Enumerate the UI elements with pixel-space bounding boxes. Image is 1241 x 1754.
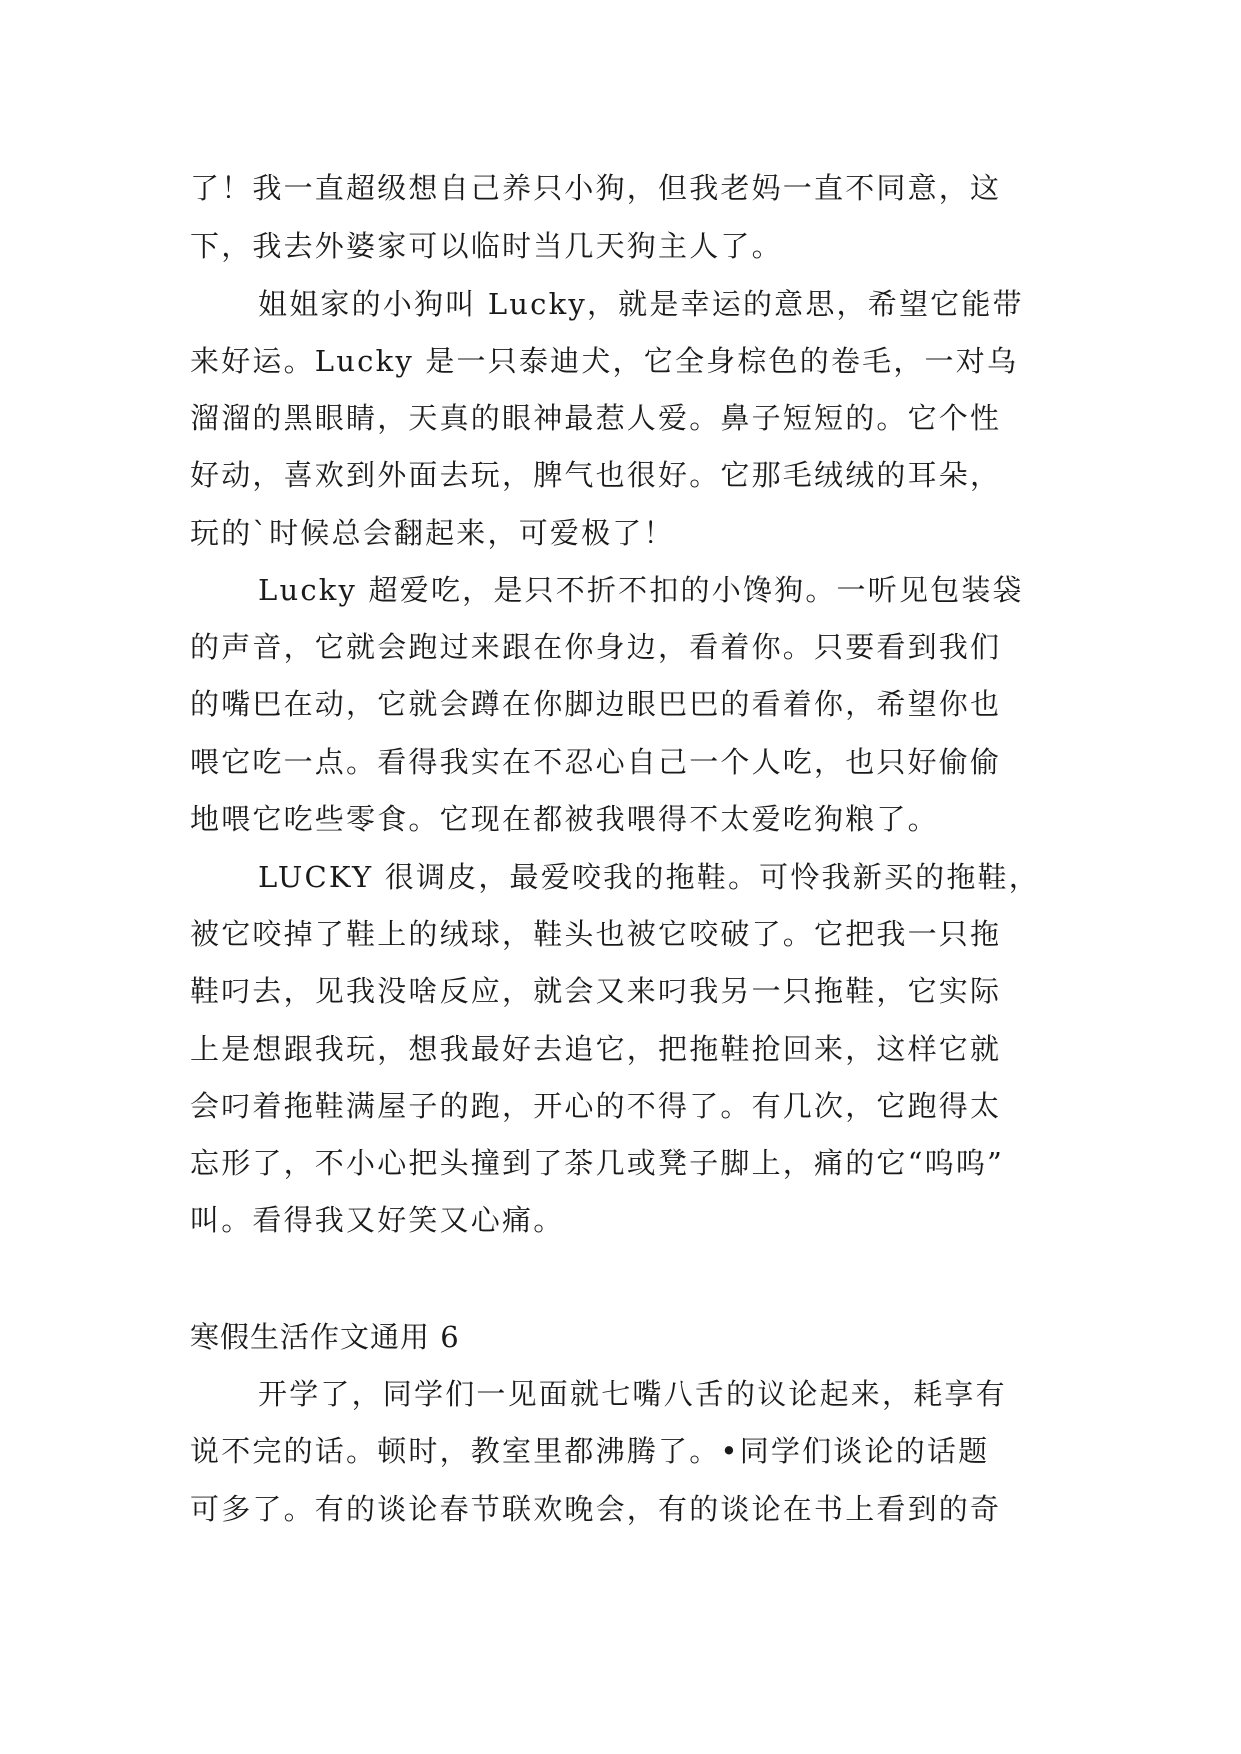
paragraph-line: 的声音，它就会跑过来跟在你身边，看着你。只要看到我们 [190,630,1002,664]
paragraph-line: 会叼着拖鞋满屋子的跑，开心的不得了。有几次，它跑得太 [190,1089,1002,1123]
paragraph-line: LUCKY 很调皮，最爱咬我的拖鞋。可怜我新买的拖鞋， [258,860,1040,894]
paragraph-line: 好动，喜欢到外面去玩，脾气也很好。它那毛绒绒的耳朵， [190,458,1002,492]
paragraph-line: 叫。看得我又好笑又心痛。 [190,1203,565,1237]
paragraph-line: 鞋叼去，见我没啥反应，就会又来叼我另一只拖鞋，它实际 [190,974,1002,1008]
paragraph-line: Lucky 超爱吃，是只不折不扣的小馋狗。一听见包装袋 [258,573,1024,607]
paragraph-line: 玩的`时候总会翻起来，可爱极了！ [190,516,675,550]
section-heading: 寒假生活作文通用 6 [190,1320,460,1354]
paragraph-line: 可多了。有的谈论春节联欢晚会，有的谈论在书上看到的奇 [190,1492,1002,1526]
paragraph-line: 地喂它吃些零食。它现在都被我喂得不太爱吃狗粮了。 [190,802,939,836]
paragraph-line: 溜溜的黑眼睛，天真的眼神最惹人爱。鼻子短短的。它个性 [190,401,1002,435]
paragraph-line: 开学了，同学们一见面就七嘴八舌的议论起来，耗享有 [258,1377,1007,1411]
paragraph-line: 来好运。Lucky 是一只泰迪犬，它全身棕色的卷毛，一对乌 [190,344,1019,378]
paragraph-line: 忘形了，不小心把头撞到了茶几或凳子脚上，痛的它“呜呜” [190,1146,1005,1180]
paragraph-line: 喂它吃一点。看得我实在不忍心自己一个人吃，也只好偷偷 [190,745,1002,779]
paragraph-line: 下，我去外婆家可以临时当几天狗主人了。 [190,229,783,263]
paragraph-line: 姐姐家的小狗叫 Lucky，就是幸运的意思，希望它能带 [258,287,1024,321]
paragraph-line: 的嘴巴在动，它就会蹲在你脚边眼巴巴的看着你，希望你也 [190,687,1002,721]
paragraph-line: 说不完的话。顿时，教室里都沸腾了。•同学们谈论的话题 [190,1434,990,1468]
paragraph-line: 被它咬掉了鞋上的绒球，鞋头也被它咬破了。它把我一只拖 [190,917,1002,951]
paragraph-line: 了！我一直超级想自己养只小狗，但我老妈一直不同意，这 [190,171,1002,205]
paragraph-line: 上是想跟我玩，想我最好去追它，把拖鞋抢回来，这样它就 [190,1032,1002,1066]
